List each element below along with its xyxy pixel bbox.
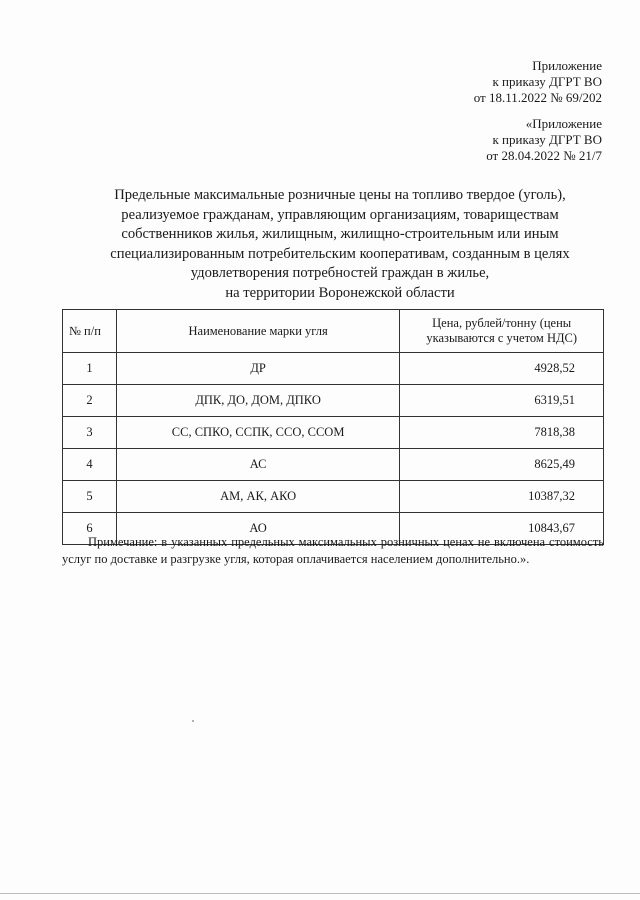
appendix-order-ref: к приказу ДГРТ ВО: [492, 74, 602, 89]
title-line: удовлетворения потребностей граждан в жилье,: [190, 265, 490, 281]
header-price-line: Цена, рублей/тонну (цены: [432, 316, 572, 330]
price-value: 4928,52: [400, 353, 604, 385]
coal-grade: АО: [116, 513, 399, 545]
price-value: 7818,38: [400, 417, 604, 449]
title-line: специализированным потребительским кооперативам, созданным в целях: [110, 245, 570, 262]
appendix-label: «Приложение: [525, 116, 602, 131]
title-line: на территории Воронежской области: [225, 284, 455, 301]
price-value: 10387,32: [400, 481, 604, 513]
appendix-order-date: от 18.11.2022 № 69/202: [473, 90, 602, 105]
header-number: № п/п: [63, 310, 117, 353]
coal-grade: СС, СПКО, ССПК, ССО, ССОМ: [116, 417, 399, 449]
title-line: реализуемое гражданам, управляющим организациям, товариществам: [121, 206, 559, 223]
coal-price-table: [62, 309, 604, 545]
appendix-order-ref: к приказу ДГРТ ВО: [492, 132, 602, 147]
table-header-row: [63, 310, 604, 353]
row-number: 6: [63, 513, 117, 545]
price-value: 10843,67: [400, 513, 604, 545]
table-row: [63, 449, 604, 481]
price-note: Примечание: в указанных предельных максимальных розничных ценах не включена стоимость услуг по доставке и разгрузке угля, которая оплачивается населением дополнительно.».: [62, 535, 604, 566]
title-line: Предельные максимальные розничные цены на топливо твердое (уголь),: [114, 187, 566, 203]
appendix-reference-previous: [486, 116, 602, 164]
scan-edge-line: [0, 893, 640, 894]
row-number: 5: [63, 481, 117, 513]
coal-grade: ДПК, ДО, ДОМ, ДПКО: [116, 385, 399, 417]
row-number: 4: [63, 449, 117, 481]
scan-speck: [192, 720, 194, 722]
coal-grade: АМ, АК, АКО: [116, 481, 399, 513]
table-row: [63, 353, 604, 385]
header-price: [400, 310, 604, 353]
price-value: 6319,51: [400, 385, 604, 417]
table-row: [63, 417, 604, 449]
row-number: 2: [63, 385, 117, 417]
price-value: 8625,49: [400, 449, 604, 481]
header-coal-grade: Наименование марки угля: [116, 310, 399, 353]
appendix-reference-current: [474, 58, 602, 106]
coal-grade: АС: [116, 449, 399, 481]
document-title: [60, 186, 620, 303]
appendix-label: Приложение: [532, 58, 602, 73]
coal-grade: ДР: [116, 353, 399, 385]
table-row: [63, 385, 604, 417]
table-row: [63, 481, 604, 513]
row-number: 1: [63, 353, 117, 385]
header-price-line: указываются с учетом НДС): [426, 331, 577, 345]
title-line: собственников жилья, жилищным, жилищно-строительным или иным: [121, 226, 559, 242]
appendix-order-date: от 28.04.2022 № 21/7: [486, 148, 602, 163]
row-number: 3: [63, 417, 117, 449]
